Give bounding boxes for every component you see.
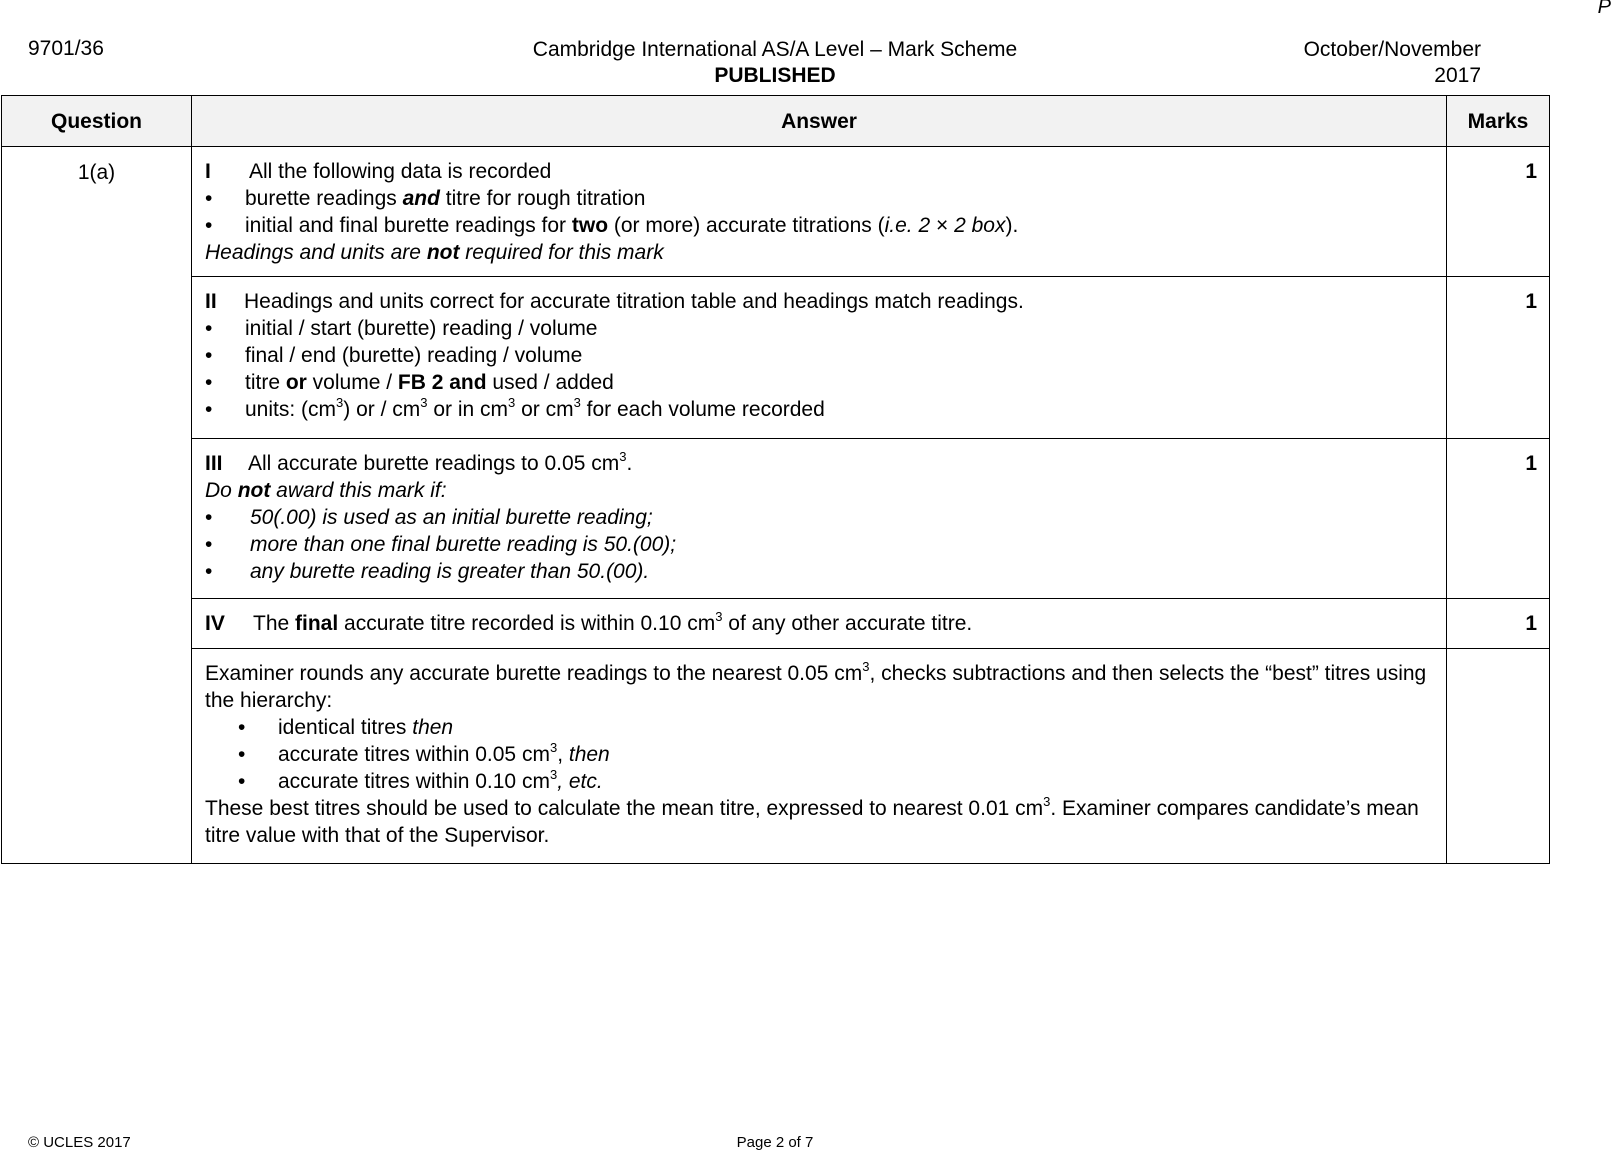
list-item [205,369,1436,396]
criterion-intro: The final accurate titre recorded is within 0.10 $cm^3$ of any other accurate titre. [253,609,973,635]
answer-cell-ii [192,277,1447,439]
list-item [205,768,1436,795]
bullet-icon: • [205,533,213,556]
published-label: PUBLISHED [714,64,836,87]
document-title: Cambridge International AS/A Level – Mark Scheme [532,38,1018,61]
list-item [205,315,1436,342]
guidance-paragraph: Examiner rounds any accurate burette readings to the nearest 0.05 $cm^3$, checks subtractions and then selects the “best” titres using the hierarchy: [205,659,1427,712]
bullet-icon: • [238,716,246,739]
table-row [2,599,1550,649]
list-item [205,741,1436,768]
bullet-icon: • [238,770,246,793]
list-item [205,504,1436,531]
paper-code: 9701/36 [28,37,104,60]
list-item [205,558,1436,585]
bullet-text: burette readings and titre for rough titration [245,187,646,210]
criterion-note: Headings and units are not required for this mark [205,241,664,264]
criterion-intro: All accurate burette readings to 0.05 $cm^3$. [248,449,633,475]
mark-value: 1 [1447,147,1550,277]
bullet-icon: • [205,371,213,394]
criterion-numeral: III [205,452,223,475]
bullet-text: accurate titres within 0.10 $cm^3$, etc. [278,767,603,793]
bullet-text: titre or volume / FB 2 and used / added [245,371,614,394]
bullet-icon: • [205,560,213,583]
answer-cell-iv [192,599,1447,649]
mark-value: 1 [1447,439,1550,599]
bullet-text: more than one final burette reading is 50.(00); [250,533,677,556]
criterion-heading [205,450,1436,477]
bullet-text: any burette reading is greater than 50.(00). [250,560,650,583]
answer-column-header: Answer [192,96,1447,147]
exam-session [1304,37,1481,89]
bullet-icon: • [205,317,213,340]
examiner-guidance-cell [192,649,1447,864]
bullet-icon: • [205,506,213,529]
page-number: Page 2 of 7 [736,1134,814,1151]
bullet-icon: • [238,743,246,766]
question-column-header: Question [2,96,192,147]
criterion-numeral: IV [205,612,225,635]
criterion-heading [205,158,1436,185]
mark-value: 1 [1447,599,1550,649]
list-item [205,714,1436,741]
criterion-intro: Headings and units correct for accurate titration table and headings match readings. [244,290,1024,313]
bullet-icon: • [205,214,213,237]
table-row [2,439,1550,599]
bullet-text: 50(.00) is used as an initial burette reading; [250,506,653,529]
table-row [2,649,1550,864]
mark-value: 1 [1447,277,1550,439]
session-year: 2017 [1434,64,1481,87]
bullet-icon: • [205,344,213,367]
table-row [2,277,1550,439]
list-item [205,342,1436,369]
bullet-text: units: $(cm^3)$ or / $cm^3$ or in $cm^3$ or $cm^3$ for each volume recorded [245,395,825,421]
session-name: October/November [1303,38,1481,61]
criterion-numeral: II [205,290,217,313]
list-item [205,396,1436,423]
bullet-text: accurate titres within 0.05 $cm^3$, then [278,740,610,766]
mark-value-empty [1447,649,1550,864]
bullet-icon: • [205,187,213,210]
bullet-text: identical titres then [278,716,454,739]
list-item [205,531,1436,558]
bullet-text: initial and final burette readings for two (or more) accurate titrations (i.e. 2 × 2 box). [245,214,1019,237]
table-header-row [2,96,1550,147]
list-item [205,212,1436,239]
question-id: 1(a) [2,147,192,864]
copyright-notice: © UCLES 2017 [28,1134,131,1151]
bullet-text: final / end (burette) reading / volume [245,344,583,367]
answer-cell-iii [192,439,1447,599]
answer-cell-i [192,147,1447,277]
list-item [205,185,1436,212]
criterion-heading [205,288,1436,315]
criterion-numeral: I [205,160,211,183]
criterion-intro: All the following data is recorded [249,160,552,183]
mark-scheme-table [1,95,1550,864]
bullet-text: initial / start (burette) reading / volume [245,317,598,340]
page-corner-mark: P [1597,0,1611,18]
table-row [2,147,1550,277]
criterion-note: Do not award this mark if: [205,479,447,502]
bullet-icon: • [205,398,213,421]
marks-column-header: Marks [1447,96,1550,147]
guidance-paragraph: These best titres should be used to calculate the mean titre, expressed to nearest 0.01 $cm^3$. Examiner compares candidate’s mean titre value with that of the Supervisor. [205,794,1419,847]
